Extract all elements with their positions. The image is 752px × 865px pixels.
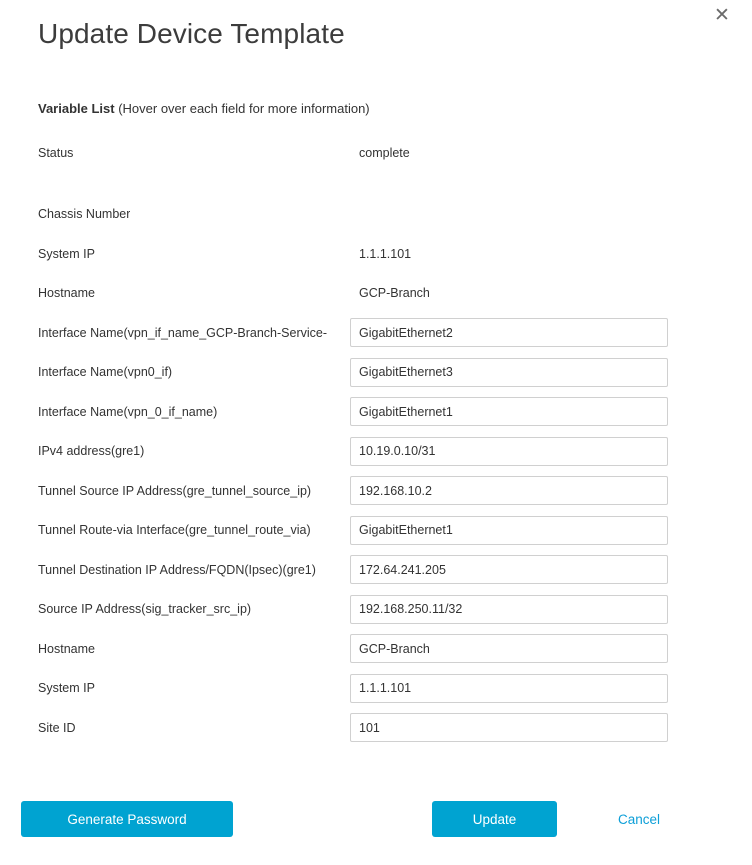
- field-row-site-id: [0, 708, 752, 748]
- field-row-status: [0, 133, 752, 173]
- gre-tunnel-source-ip-input[interactable]: [350, 476, 668, 505]
- variable-list-hint: (Hover over each field for more information): [114, 101, 370, 116]
- close-icon[interactable]: ✕: [710, 4, 734, 28]
- cancel-button[interactable]: Cancel: [592, 801, 686, 837]
- field-row-hostname-editable: [0, 629, 752, 669]
- field-row-vpn-if-name-service: [0, 313, 752, 353]
- ipv4-address-gre1-input[interactable]: [350, 437, 668, 466]
- update-button[interactable]: Update: [432, 801, 557, 837]
- field-row-tunnel-destination-ip: [0, 550, 752, 590]
- sig-tracker-src-ip-input[interactable]: [350, 595, 668, 624]
- field-label: Interface Name(vpn_if_name_GCP-Branch-Service-: [38, 325, 328, 340]
- hostname-input[interactable]: [350, 634, 668, 663]
- field-row-system-ip-editable: [0, 669, 752, 709]
- field-row-chassis-number: [0, 195, 752, 235]
- dialog-footer: [0, 801, 752, 841]
- field-label: Tunnel Route-via Interface(gre_tunnel_route_via): [38, 523, 311, 538]
- field-label: Source IP Address(sig_tracker_src_ip): [38, 602, 252, 617]
- row-spacer: [0, 173, 752, 195]
- field-label: System IP: [38, 246, 95, 261]
- field-row-ipv4-address-gre1: [0, 432, 752, 472]
- vpn-if-name-service-input[interactable]: [350, 318, 668, 347]
- field-row-hostname: [0, 274, 752, 314]
- field-row-vpn-0-if-name: [0, 392, 752, 432]
- site-id-input[interactable]: [350, 713, 668, 742]
- field-row-vpn0-if: [0, 353, 752, 393]
- tunnel-destination-ip-input[interactable]: [350, 555, 668, 584]
- field-row-sig-tracker-src-ip: [0, 590, 752, 630]
- variable-list-title: Variable List: [38, 101, 115, 116]
- gre-tunnel-route-via-input[interactable]: [350, 516, 668, 545]
- field-label: Site ID: [38, 720, 76, 735]
- system-ip-input[interactable]: [350, 674, 668, 703]
- field-label: Status: [38, 145, 74, 160]
- field-label: Chassis Number: [38, 207, 131, 222]
- field-value: complete: [359, 145, 410, 160]
- field-label: Tunnel Source IP Address(gre_tunnel_source_ip): [38, 483, 312, 498]
- field-value: GCP-Branch: [359, 286, 430, 301]
- generate-password-button[interactable]: Generate Password: [21, 801, 233, 837]
- field-label: System IP: [38, 681, 95, 696]
- field-label: Hostname: [38, 641, 95, 656]
- field-row-gre-tunnel-source-ip: [0, 471, 752, 511]
- field-label: Interface Name(vpn0_if): [38, 365, 173, 380]
- page-title: Update Device Template: [38, 18, 345, 49]
- field-label: Interface Name(vpn_0_if_name): [38, 404, 218, 419]
- field-row-system-ip: [0, 234, 752, 274]
- field-label: Tunnel Destination IP Address/FQDN(Ipsec)(gre1): [38, 562, 316, 577]
- field-row-gre-tunnel-route-via: [0, 511, 752, 551]
- field-value: 1.1.1.101: [359, 246, 412, 261]
- vpn-0-if-name-input[interactable]: [350, 397, 668, 426]
- variable-list-header: [38, 101, 370, 116]
- variable-list-form: [0, 133, 752, 748]
- field-label: IPv4 address(gre1): [38, 444, 145, 459]
- field-label: Hostname: [38, 286, 95, 301]
- vpn0-if-input[interactable]: [350, 358, 668, 387]
